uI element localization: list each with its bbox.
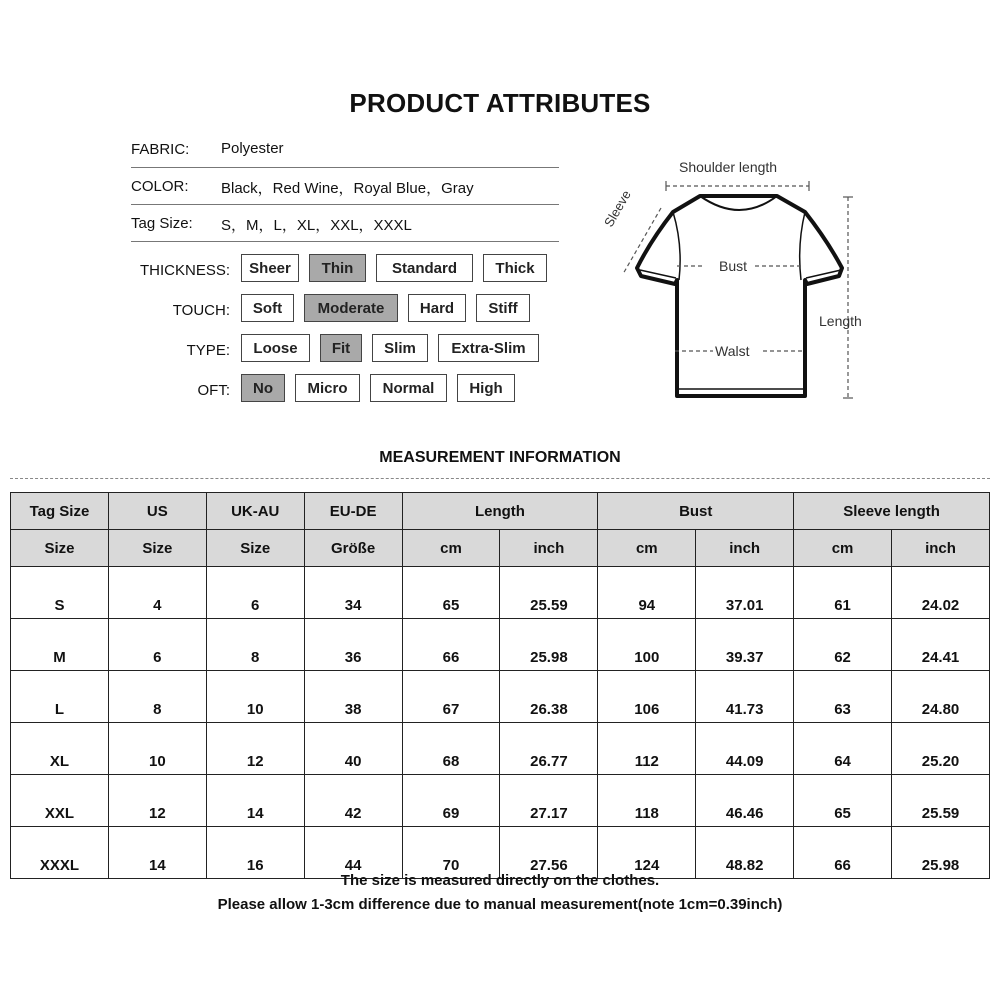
table-row [11, 827, 990, 879]
header-cell: US [108, 493, 206, 530]
size-table [10, 492, 990, 879]
chip-thick: Thick [483, 254, 547, 282]
cell: 118 [598, 775, 696, 827]
cell: XL [11, 723, 109, 775]
cell: 65 [794, 775, 892, 827]
cell: 64 [794, 723, 892, 775]
cell: 70 [402, 827, 500, 879]
cell: 40 [304, 723, 402, 775]
cell: 25.59 [892, 775, 990, 827]
cell: 34 [304, 567, 402, 619]
option-label: OFT: [197, 382, 230, 399]
subheader-cell: Size [108, 530, 206, 567]
cell: 25.59 [500, 567, 598, 619]
subheader-cell: cm [794, 530, 892, 567]
chip-soft: Soft [241, 294, 294, 322]
cell: 44.09 [696, 723, 794, 775]
cell: 6 [108, 619, 206, 671]
cell: 24.02 [892, 567, 990, 619]
dashed-divider [10, 478, 990, 479]
header-cell: UK-AU [206, 493, 304, 530]
header-cell: EU-DE [304, 493, 402, 530]
cell: 63 [794, 671, 892, 723]
cell: 6 [206, 567, 304, 619]
cell: 26.38 [500, 671, 598, 723]
cell: 61 [794, 567, 892, 619]
chip-slim: Slim [372, 334, 428, 362]
cell: XXL [11, 775, 109, 827]
subheader-cell: Size [206, 530, 304, 567]
cell: 100 [598, 619, 696, 671]
cell: 46.46 [696, 775, 794, 827]
tshirt-diagram [595, 150, 885, 410]
chip-extra-slim: Extra-Slim [438, 334, 539, 362]
note-measured-on-clothes: The size is measured directly on the clothes. [340, 872, 660, 889]
attr-row-fabric [131, 131, 559, 168]
sleeve-label: Sleeve [601, 187, 634, 230]
measurement-title: MEASUREMENT INFORMATION [379, 449, 621, 466]
cell: 25.98 [892, 827, 990, 879]
cell: 27.17 [500, 775, 598, 827]
cell: 42 [304, 775, 402, 827]
table-row [11, 567, 990, 619]
header-cell: Tag Size [11, 493, 109, 530]
chip-loose: Loose [241, 334, 310, 362]
cell: 14 [206, 775, 304, 827]
cell: 8 [108, 671, 206, 723]
chip-thin-selected: Thin [309, 254, 366, 282]
attr-label: COLOR: [131, 178, 189, 195]
cell: 66 [794, 827, 892, 879]
cell: XXXL [11, 827, 109, 879]
chip-normal: Normal [370, 374, 447, 402]
cell: 67 [402, 671, 500, 723]
bust-label: Bust [719, 258, 748, 274]
subheader-cell: Größe [304, 530, 402, 567]
chip-fit-selected: Fit [320, 334, 362, 362]
cell: 24.80 [892, 671, 990, 723]
cell: 24.41 [892, 619, 990, 671]
waist-label: Walst [715, 343, 750, 359]
cell: 27.56 [500, 827, 598, 879]
note-allow-difference: Please allow 1-3cm difference due to manual measurement(note 1cm=0.39inch) [217, 896, 783, 913]
cell: M [11, 619, 109, 671]
cell: 8 [206, 619, 304, 671]
cell: 66 [402, 619, 500, 671]
cell: 124 [598, 827, 696, 879]
chip-standard: Standard [376, 254, 473, 282]
attr-row-color [131, 168, 559, 205]
subheader-cell: cm [402, 530, 500, 567]
option-label: TYPE: [186, 342, 230, 359]
chip-no-selected: No [241, 374, 285, 402]
attr-row-tag-size [131, 205, 559, 242]
cell: 37.01 [696, 567, 794, 619]
table-row [11, 775, 990, 827]
cell: 112 [598, 723, 696, 775]
cell: 36 [304, 619, 402, 671]
subheader-cell: inch [500, 530, 598, 567]
cell: 65 [402, 567, 500, 619]
cell: 26.77 [500, 723, 598, 775]
cell: 4 [108, 567, 206, 619]
header-cell: Bust [598, 493, 794, 530]
subheader-cell: Size [11, 530, 109, 567]
option-label: THICKNESS: [139, 262, 230, 279]
cell: 16 [206, 827, 304, 879]
attr-value: Polyester [221, 140, 284, 157]
cell: 12 [108, 775, 206, 827]
cell: 41.73 [696, 671, 794, 723]
cell: 48.82 [696, 827, 794, 879]
chip-high: High [457, 374, 515, 402]
chip-group [241, 334, 539, 362]
header-row-top [11, 493, 990, 530]
cell: 94 [598, 567, 696, 619]
cell: 10 [206, 671, 304, 723]
chip-stiff: Stiff [476, 294, 530, 322]
cell: 106 [598, 671, 696, 723]
cell: 39.37 [696, 619, 794, 671]
cell: 25.20 [892, 723, 990, 775]
chip-micro: Micro [295, 374, 360, 402]
attr-label: Tag Size: [131, 215, 193, 232]
header-cell: Length [402, 493, 598, 530]
chip-hard: Hard [408, 294, 466, 322]
table-row [11, 671, 990, 723]
shoulder-length-label: Shoulder length [679, 159, 778, 175]
cell: S [11, 567, 109, 619]
subheader-cell: cm [598, 530, 696, 567]
cell: 62 [794, 619, 892, 671]
cell: 38 [304, 671, 402, 723]
header-row-sub [11, 530, 990, 567]
cell: 68 [402, 723, 500, 775]
chip-sheer: Sheer [241, 254, 299, 282]
attr-value: Black，Red Wine，Royal Blue，Gray [221, 180, 474, 197]
option-label: TOUCH: [172, 302, 230, 319]
subheader-cell: inch [696, 530, 794, 567]
tshirt-icon [595, 150, 885, 410]
chip-group [241, 294, 530, 322]
cell: 25.98 [500, 619, 598, 671]
attr-label: FABRIC: [131, 141, 190, 158]
cell: 69 [402, 775, 500, 827]
cell: 14 [108, 827, 206, 879]
cell: 10 [108, 723, 206, 775]
page-title: PRODUCT ATTRIBUTES [349, 88, 651, 118]
attr-value: S，M，L，XL，XXL，XXXL [221, 217, 412, 234]
length-label: Length [819, 313, 862, 329]
header-cell: Sleeve length [794, 493, 990, 530]
subheader-cell: inch [892, 530, 990, 567]
table-row [11, 723, 990, 775]
chip-group [241, 254, 547, 282]
cell: 12 [206, 723, 304, 775]
cell: 44 [304, 827, 402, 879]
table-row [11, 619, 990, 671]
chip-moderate-selected: Moderate [304, 294, 398, 322]
chip-group [241, 374, 515, 402]
cell: L [11, 671, 109, 723]
